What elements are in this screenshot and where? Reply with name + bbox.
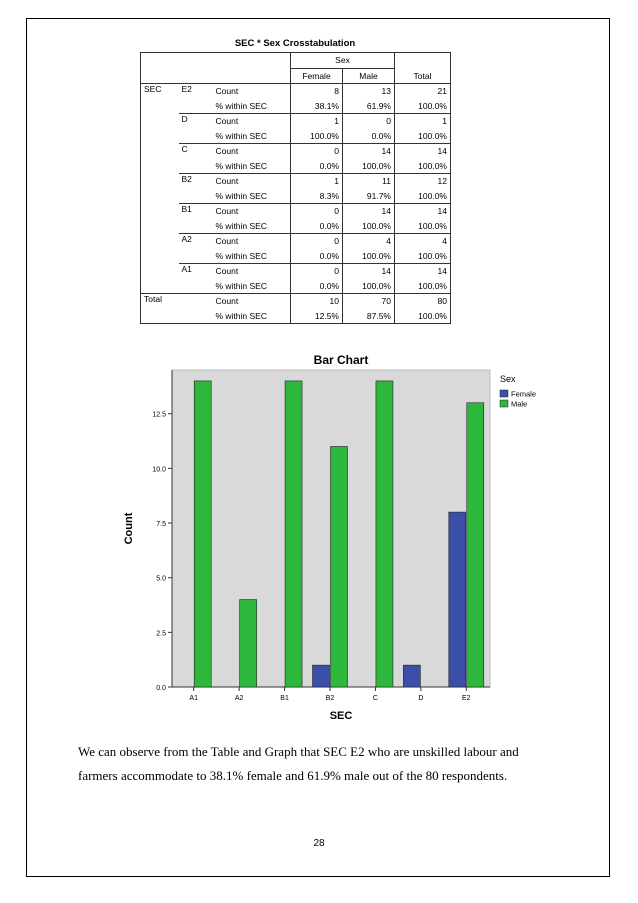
- count-cell: 4: [395, 234, 451, 249]
- count-label: Count: [213, 294, 291, 309]
- sec-group-label: A2: [179, 234, 213, 264]
- pct-cell: 0.0%: [291, 159, 343, 174]
- x-tick-label: C: [372, 695, 378, 702]
- bar-female: [403, 665, 420, 687]
- count-cell: 14: [343, 264, 395, 279]
- page-number: 28: [313, 838, 325, 849]
- x-tick-label: B2: [325, 695, 335, 702]
- x-tick-label: E2: [462, 695, 471, 702]
- pct-cell: 61.9%: [343, 99, 395, 114]
- sec-group-label: A1: [179, 264, 213, 294]
- count-cell: 13: [343, 84, 395, 99]
- pct-cell: 0.0%: [291, 279, 343, 294]
- pct-cell: 100.0%: [395, 279, 451, 294]
- count-label: Count: [213, 174, 291, 189]
- count-cell: 12: [395, 174, 451, 189]
- table-row: [141, 204, 451, 219]
- pct-label: % within SEC: [215, 250, 267, 261]
- count-cell: 14: [395, 264, 451, 279]
- chart-title: Bar Chart: [313, 353, 369, 367]
- count-cell: 0: [291, 234, 343, 249]
- count-label: Count: [213, 144, 291, 159]
- y-tick-label: 5.0: [156, 575, 166, 583]
- table-header-row: [141, 53, 451, 69]
- count-cell: 0: [291, 144, 343, 159]
- x-tick-label: D: [418, 695, 424, 702]
- pct-cell: 0.0%: [291, 219, 343, 234]
- total-count-cell: 10: [291, 294, 343, 309]
- pct-cell: 100.0%: [291, 129, 343, 144]
- count-cell: 11: [343, 174, 395, 189]
- count-label: Count: [213, 84, 291, 99]
- pct-cell: 100.0%: [395, 249, 451, 264]
- total-pct-cell: 100.0%: [395, 309, 451, 324]
- total-count-cell: 70: [343, 294, 395, 309]
- header-total-blank: [395, 53, 451, 69]
- table-row: [141, 234, 451, 249]
- pct-cell: 100.0%: [395, 129, 451, 144]
- y-tick-label: 12.5: [152, 411, 166, 419]
- bar-male: [240, 600, 257, 687]
- bar-male: [376, 381, 393, 687]
- count-label: Count: [213, 234, 291, 249]
- count-cell: 1: [291, 174, 343, 189]
- bar-male: [285, 381, 302, 687]
- bar-female: [313, 665, 330, 687]
- pct-label: % within SEC: [215, 220, 267, 231]
- count-cell: 14: [395, 144, 451, 159]
- count-cell: 8: [291, 84, 343, 99]
- count-cell: 14: [343, 144, 395, 159]
- count-cell: 0: [291, 204, 343, 219]
- legend-label-male: Male: [511, 399, 528, 409]
- x-tick-label: A2: [234, 695, 244, 702]
- bar-chart: [110, 352, 550, 732]
- sec-group-label: D: [179, 114, 213, 144]
- table-row: [141, 174, 451, 189]
- total-count-cell: 80: [395, 294, 451, 309]
- legend-label-female: Female: [511, 389, 537, 399]
- pct-cell: 0.0%: [343, 129, 395, 144]
- pct-cell: 100.0%: [395, 159, 451, 174]
- x-tick-label: A1: [189, 695, 198, 702]
- count-cell: 0: [343, 114, 395, 129]
- sec-group-label: B2: [179, 174, 213, 204]
- table-row: [141, 144, 451, 159]
- pct-cell: 38.1%: [291, 99, 343, 114]
- y-tick-label: 10.0: [152, 466, 166, 474]
- count-cell: 14: [343, 204, 395, 219]
- count-label: Count: [213, 114, 291, 129]
- bar-female: [449, 512, 466, 687]
- x-tick-label: B1: [280, 695, 289, 702]
- y-axis-label: Count: [123, 512, 135, 545]
- pct-label: % within SEC: [213, 309, 291, 324]
- count-cell: 4: [343, 234, 395, 249]
- pct-cell: 8.3%: [291, 189, 343, 204]
- count-cell: 0: [291, 264, 343, 279]
- pct-label: % within SEC: [215, 160, 267, 171]
- y-tick-label: 2.5: [156, 630, 166, 638]
- count-label: Count: [213, 204, 291, 219]
- legend-swatch-female: [500, 390, 508, 397]
- header-male: Male: [343, 68, 395, 84]
- x-axis-label: SEC: [329, 710, 353, 722]
- pct-cell: 100.0%: [343, 279, 395, 294]
- count-cell: 14: [395, 204, 451, 219]
- total-pct-cell: 87.5%: [343, 309, 395, 324]
- table-row: [141, 264, 451, 279]
- bar-male: [331, 447, 348, 687]
- sec-group-label: E2: [179, 84, 213, 114]
- sec-group-label: B1: [179, 204, 213, 234]
- legend-swatch-male: [500, 400, 508, 407]
- pct-label: % within SEC: [215, 100, 267, 111]
- bar-male: [467, 403, 484, 687]
- body-paragraph: We can observe from the Table and Graph that SEC E2 who are unskilled labour and farmers accommodate to 38.1% female and 61.9% male out of the 80 respondents.: [78, 744, 519, 783]
- y-tick-label: 7.5: [156, 521, 166, 529]
- header-sex: Sex: [291, 53, 395, 69]
- count-cell: 1: [291, 114, 343, 129]
- pct-cell: 100.0%: [395, 99, 451, 114]
- header-female: Female: [291, 68, 343, 84]
- y-tick-label: 0.0: [156, 685, 166, 692]
- count-label: Count: [213, 264, 291, 279]
- row-var-label: SEC: [141, 84, 179, 294]
- pct-cell: 0.0%: [291, 249, 343, 264]
- pct-label: % within SEC: [215, 280, 267, 291]
- sec-group-label: C: [179, 144, 213, 174]
- header-blank: [141, 53, 291, 84]
- pct-label: % within SEC: [215, 190, 267, 201]
- pct-cell: 100.0%: [343, 249, 395, 264]
- pct-cell: 100.0%: [395, 189, 451, 204]
- table-title: SEC * Sex Crosstabulation: [234, 38, 356, 49]
- total-label: Total: [141, 294, 213, 324]
- count-cell: 1: [395, 114, 451, 129]
- bar-chart-svg: [110, 352, 550, 732]
- total-pct-cell: 12.5%: [291, 309, 343, 324]
- pct-cell: 100.0%: [395, 219, 451, 234]
- count-cell: 21: [395, 84, 451, 99]
- total-row: [141, 294, 451, 309]
- bar-male: [194, 381, 211, 687]
- pct-cell: 91.7%: [343, 189, 395, 204]
- table-row: [141, 114, 451, 129]
- table-row: [141, 84, 451, 99]
- legend-title: Sex: [500, 374, 516, 384]
- crosstab-table: [140, 52, 451, 324]
- pct-label: % within SEC: [215, 130, 267, 141]
- header-total: Total: [395, 68, 451, 84]
- pct-cell: 100.0%: [343, 159, 395, 174]
- pct-cell: 100.0%: [343, 219, 395, 234]
